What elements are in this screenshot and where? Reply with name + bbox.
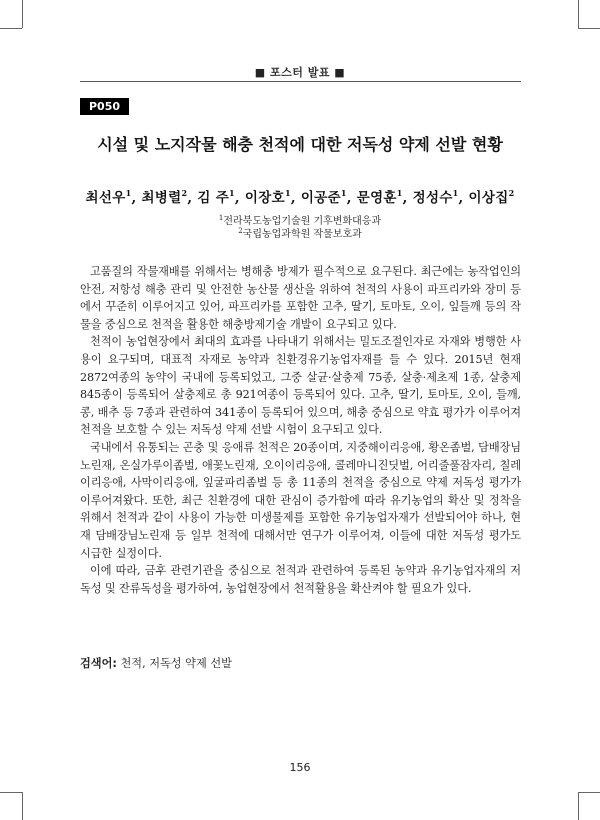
- keywords-label: 검색어:: [80, 657, 117, 670]
- paper-title: 시설 및 노지작물 해충 천적에 대한 저독성 약제 선발 현황: [97, 135, 503, 154]
- affiliation-text: 전라북도농업기술원 기후변화대응과: [223, 216, 382, 227]
- crop-mark: [22, 0, 23, 28]
- crop-mark: [22, 792, 23, 820]
- affiliation-text: 국립농업과학원 작물보호과: [242, 229, 362, 240]
- author-affiliation-marker: 1: [125, 188, 132, 198]
- author-affiliation-marker: 2: [181, 188, 188, 198]
- crop-mark: [0, 28, 22, 29]
- author-name: 최병렬: [141, 190, 182, 206]
- keywords: [80, 655, 521, 671]
- author-name: 정성수: [412, 190, 453, 206]
- abstract-paragraph: 천적이 농업현장에서 최대의 효과를 나타내기 위해서는 밀도조절인자로 자재와 병행한 사용이 요구되며, 대표적 자재로 농약과 친환경유기농업자재를 들 수 있다. 2015년 현재 2872여종의 농약이 국내에 등록되었고, 그중 살균·살충제 75종, 살충·제초제 1종, 살충제 845종이 등록되어 살충제로 총 921여종이 등록되어 있다. 고추, 딸기, 토마토, 오이, 들깨, 콩, 배추 등 7종과 관련하여 341종이 등록되어 있으며, 해충 중심으로 약효 평가가 이루어져 천적을 보호할 수 있는 저독성 약제 선발 시험이 요구되고 있다.: [80, 335, 521, 437]
- author-name: 김 주: [197, 190, 230, 206]
- abstract-paragraph: 이에 따라, 금후 관련기관을 중심으로 천적과 관련하여 등록된 농약과 유기농업자재의 저독성 및 잔류독성을 평가하여, 농업현장에서 천적활용을 확산켜야 할 필요가 있다.: [80, 564, 521, 595]
- author-name: 최선우: [85, 190, 126, 206]
- author-list: 최선우$^1$, 최병렬$^2$, 김 주$^1$, 이장호$^1$, 이공준$^1$, 문영훈$^1$, 정성수$^1$, 이상집$^2$: [85, 188, 515, 206]
- author-affiliation-marker: 1: [340, 188, 347, 198]
- affiliation-marker: 2: [238, 227, 243, 235]
- author-name: 이장호: [244, 190, 285, 206]
- author-affiliation-marker: 1: [452, 188, 459, 198]
- author-name: 이상집: [468, 190, 509, 206]
- poster-id-badge: P050: [80, 98, 129, 115]
- author-affiliation-marker: 1: [284, 188, 291, 198]
- author-affiliation-marker: 1: [396, 188, 403, 198]
- page-number: 156: [289, 761, 311, 774]
- author-name: 문영훈: [356, 190, 397, 206]
- abstract-paragraph: 고품질의 작물재배를 위해서는 병해충 방제가 필수적으로 요구된다. 최근에는 농작업인의 안전, 저항성 해충 관리 및 안전한 농산물 생산을 위하여 천적의 사용이 파프리카와 장미 등에서 꾸준히 이루어지고 있어, 파프리카를 포함한 고추, 딸기, 토마토, 오이, 잎들깨 등의 작물을 중심으로 천적을 활용한 해충방제기술 개발이 요구되고 있다.: [80, 265, 521, 331]
- keywords-text: 천적, 저독성 약제 선발: [116, 657, 232, 670]
- affiliation-marker: 1: [218, 214, 224, 222]
- crop-mark: [578, 792, 579, 820]
- affiliation: [0, 225, 600, 240]
- header-divider: [80, 81, 521, 82]
- crop-mark: [578, 28, 600, 29]
- author-affiliation-marker: 1: [229, 188, 235, 198]
- abstract-body: [80, 263, 521, 597]
- crop-mark: [578, 0, 579, 28]
- section-label: ■ 포스터 발표 ■: [254, 66, 346, 79]
- author-affiliation-marker: 2: [508, 188, 515, 198]
- crop-mark: [0, 792, 22, 793]
- author-name: 이공준: [300, 190, 341, 206]
- abstract-paragraph: 국내에서 유통되는 곤충 및 응애류 천적은 20종이며, 지중해이리응애, 황온좀벌, 담배장님노린재, 온실가루이좀벌, 애꽃노린재, 오이이리응애, 콜레마니진딧벌, 어리줄풀잠자리, 칠레이리응애, 사막이리응애, 잎굴파리좀벌 등 총 11종의 천적을 중심으로 약제 저독성 평가가 이루어져왔다. 또한, 최근 친환경에 대한 관심이 증가함에 따라 유기농업의 확산 및 정착을 위해서 천적과 같이 사용이 가능한 미생물제를 포함한 유기농업자재가 선발되어야 하나, 현재 담배장님노린재 등 일부 천적에 대해서만 연구가 이루어져, 이들에 대한 저독성 평가도 시급한 실정이다.: [80, 440, 521, 560]
- crop-mark: [578, 792, 600, 793]
